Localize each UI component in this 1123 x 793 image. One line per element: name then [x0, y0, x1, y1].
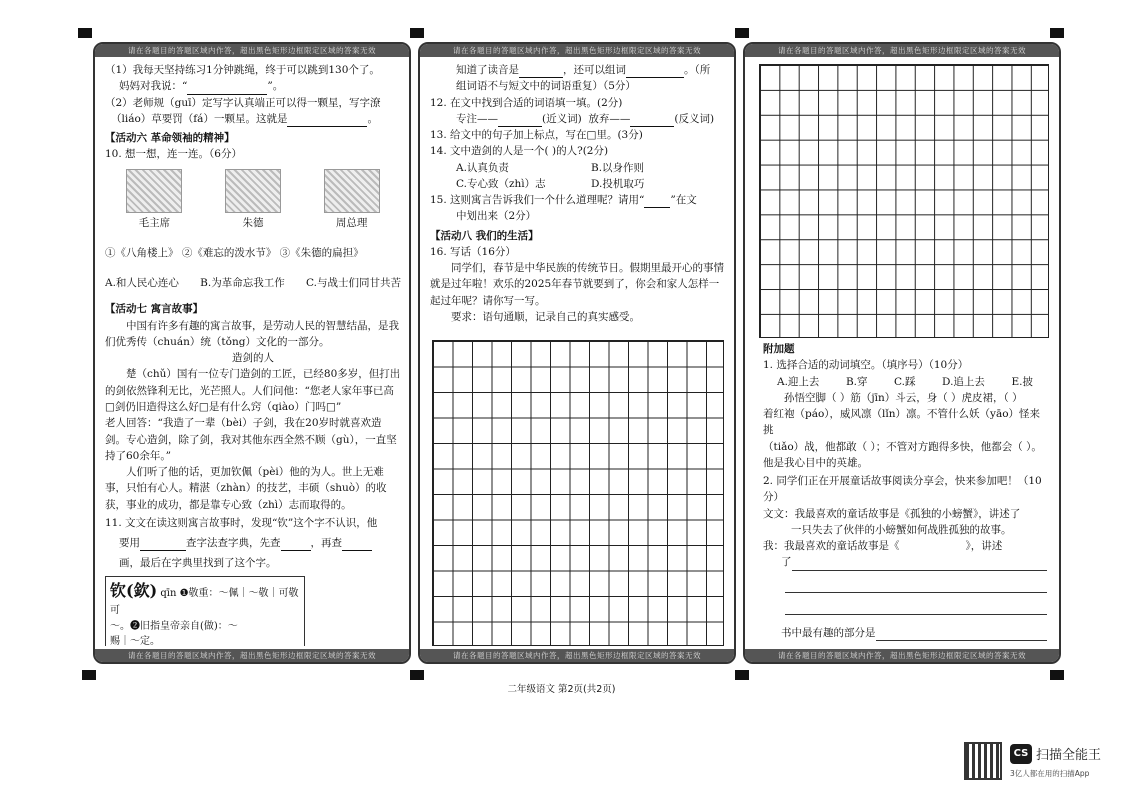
answer-blank[interactable] [519, 66, 563, 78]
writing-requirement: 要求：语句通顺，记录自己的真实感受。 [451, 310, 640, 323]
writing-prompt: 同学们，春节是中华民族的传统节日。假期里最开心的事情就是过年啦！欢乐的2025年春节就要到了，你会和家人怎样一起过年呢？请你写一写。 [430, 262, 724, 307]
page-footer: 二年级语文 第2页(共2页) [507, 684, 616, 695]
leader-images [105, 169, 401, 231]
question-text: 画，最后在字典里找到了这个字。 [119, 557, 277, 570]
registration-mark [410, 670, 424, 680]
answer-blank[interactable] [281, 539, 311, 551]
question-text: 14. 文中造剑的人是一个( )的人?(2分) [430, 145, 609, 158]
registration-mark [735, 670, 749, 680]
story-paragraph: 人们听了他的话，更加钦佩（pèi）他的为人。世上无难事，只怕有心人。精湛（zhàn）的技艺，丰硕（shuò）的收获，事业的成功，都是靠专心致（zhì）志而取得的。 [105, 466, 387, 511]
panel-warning-band: 请在各题目的答题区域内作答，超出黑色矩形边框限定区域的答案无效 [95, 44, 409, 57]
registration-mark [410, 28, 424, 38]
registration-mark [1050, 670, 1064, 680]
question-text: 10. 想一想，连一连。（6分） [105, 148, 242, 161]
answer-panel-3 [743, 42, 1061, 664]
leader-item[interactable]: 周总理 [317, 169, 387, 231]
question-text: 13. 给文中的句子加上标点，写在□里。(3分) [430, 129, 643, 142]
fill-text: 着红袍（páo），威风凛（lǐn）凛。不管什么妖（yāo）怪来挑 [763, 408, 1041, 437]
verb-option: B.穿 [845, 375, 868, 388]
question-text: 1. 选择合适的动词填空。（填序号）（10分） [763, 359, 969, 372]
panel-warning-band: 请在各题目的答题区域内作答，超出黑色矩形边框限定区域的答案无效 [420, 649, 734, 662]
match-option[interactable]: C.与战士们同甘共苦 [305, 277, 401, 290]
question-text: （1）我每天坚持练习1分钟跳绳，终于可以跳到130个了。 [105, 64, 380, 76]
writing-grid[interactable] [759, 64, 1049, 338]
answer-line[interactable] [785, 577, 1047, 593]
choice-option[interactable]: D.投机取巧 [591, 177, 645, 190]
panel-warning-band: 请在各题目的答题区域内作答，超出黑色矩形边框限定区域的答案无效 [95, 649, 409, 662]
panel-3-content [763, 338, 1047, 646]
match-option[interactable]: B.为革命忘我工作 [200, 277, 285, 290]
answer-blank[interactable] [187, 83, 267, 95]
choice-option[interactable]: A.认真负责 [456, 161, 509, 174]
question-text: 要用 查字法查字典，先查 ，再查 [105, 535, 401, 551]
registration-mark [735, 28, 749, 38]
panel-warning-band: 请在各题目的答题区域内作答，超出黑色矩形边框限定区域的答案无效 [745, 649, 1059, 662]
leader-photo [324, 169, 380, 213]
answer-blank[interactable] [626, 66, 684, 78]
answer-line-row: 了 [763, 554, 1047, 570]
question-text: 15. 这则寓言告诉我们一个什么道理呢？请用“ ”在文 [430, 192, 726, 208]
activity-heading: 【活动七 寓言故事】 [105, 303, 204, 316]
verb-option: A.迎上去 [777, 375, 820, 388]
verb-option: C.踩 [894, 375, 916, 388]
leader-item[interactable]: 毛主席 [119, 169, 189, 231]
fill-text: （tiǎo）战，他都敢（ ）；不管对方跑得多快，他都会（ ）。 [763, 440, 1042, 453]
extra-section-title: 附加题 [763, 343, 795, 355]
qr-code [964, 742, 1002, 780]
registration-mark [78, 28, 92, 38]
dialogue-line: 一只失去了伙伴的小螃蟹如何战胜孤独的故事。 [791, 523, 1012, 536]
answer-blank[interactable] [900, 542, 966, 554]
panel-warning-band: 请在各题目的答题区域内作答，超出黑色矩形边框限定区域的答案无效 [745, 44, 1059, 57]
answer-blank[interactable] [140, 539, 186, 551]
question-text: 11. 文文在读这则寓言故事时，发现“钦”这个字不认识，他 [105, 516, 378, 529]
question-text: 中划出来（2分） [456, 210, 537, 223]
panel-warning-band: 请在各题目的答题区域内作答，超出黑色矩形边框限定区域的答案无效 [420, 44, 734, 57]
answer-line[interactable] [785, 599, 1047, 615]
question-text: 组词语不与短文中的词语重复）（5分） [456, 80, 636, 93]
leader-photo [126, 169, 182, 213]
answer-panel-1 [93, 42, 411, 664]
match-option[interactable]: A.和人民心连心 [105, 277, 179, 290]
answer-blank[interactable] [287, 115, 367, 127]
registration-mark [82, 670, 96, 680]
answer-blank[interactable] [498, 115, 542, 127]
story-paragraph: 老人回答：“我造了一辈（bèi）子剑，我在20岁时就喜欢造剑。专心造剑，除了剑，我对其他东西全然不顾（gù），一直坚持了60余年。” [105, 417, 397, 462]
dictionary-entry: 钦(欽) qīn ❶敬重：～佩｜～敬｜可敬可 ～。❷旧指皇帝亲自(做)：～ 赐｜～定。 [105, 576, 305, 646]
activity-heading: 【活动六 革命领袖的精神】 [105, 132, 235, 145]
choice-option[interactable]: C.专心致（zhì）志 [456, 177, 546, 190]
question-text: （liáo）草要罚（fá）一颗星。这就是 。 [105, 111, 401, 127]
registration-mark [1050, 28, 1064, 38]
story-title: 造剑的人 [232, 352, 274, 365]
fill-text: 孙悟空脚（ ）筋（jīn）斗云，身（ ）虎皮裙，（ ） [784, 391, 1023, 404]
fill-text: 他是我心目中的英雄。 [763, 456, 868, 469]
passage-intro: 中国有许多有趣的寓言故事，是劳动人民的智慧结晶，是我们优秀传（chuán）统（tǒng）文化的一部分。 [105, 319, 399, 348]
choice-option[interactable]: B.以身作则 [591, 161, 645, 174]
writing-grid[interactable] [432, 340, 724, 646]
panel-1-content [105, 62, 401, 646]
answer-panel-2 [418, 42, 736, 664]
story-paragraph: 楚（chǔ）国有一位专门造剑的工匠，已经80多岁，但打出的剑依然锋利无比，光芒照人。人们问他：“您老人家年事已高□剑仍旧造得这么好□是有什么窍（qiào）门吗□” [105, 368, 401, 413]
answer-blank[interactable] [342, 539, 372, 551]
dialogue-line: 文文：我最喜欢的童话故事是《孤独的小螃蟹》，讲述了 [763, 507, 1021, 520]
answer-line[interactable] [876, 627, 1048, 641]
question-text: 2. 同学们正在开展童话故事阅读分享会，快来参加吧！（10分） [763, 475, 1042, 504]
question-text: 专注—— (近义词) 放弃—— (反义词) [430, 111, 726, 127]
answer-blank[interactable] [630, 115, 674, 127]
verb-options [763, 374, 1047, 390]
question-text: （2）老师规（guī）定写字认真端正可以得一颗星，写字潦 [105, 96, 381, 109]
question-text: 12. 在文中找到合适的词语填一填。(2分) [430, 96, 623, 109]
answer-line-row: 书中最有趣的部分是 [763, 625, 1047, 641]
verb-option: D.追上去 [942, 375, 985, 388]
scanner-app-name: 扫描全能王 [1036, 748, 1102, 763]
activity-heading: 【活动八 我们的生活】 [430, 229, 539, 242]
verb-option: E.披 [1011, 375, 1033, 388]
choice-options [430, 160, 726, 193]
question-text: 妈妈对我说：“ ”。 [105, 78, 401, 94]
story-options: ①《八角楼上》 ②《难忘的泼水节》 ③《朱德的扁担》 [105, 246, 364, 259]
scanner-tagline: 3亿人都在用的扫描App [1010, 769, 1090, 778]
scanner-logo-icon: CS [1010, 744, 1032, 764]
dialogue-line: 我：我最喜欢的童话故事是《 》，讲述 [763, 538, 1047, 554]
underline-sample [644, 196, 670, 208]
question-text: 16. 写话（16分） [430, 245, 516, 258]
match-options [105, 275, 401, 291]
leader-item[interactable]: 朱德 [218, 169, 288, 231]
question-text: 知道了读音是 ，还可以组词 。（所 [430, 62, 726, 78]
answer-line[interactable] [792, 557, 1048, 571]
leader-photo [225, 169, 281, 213]
